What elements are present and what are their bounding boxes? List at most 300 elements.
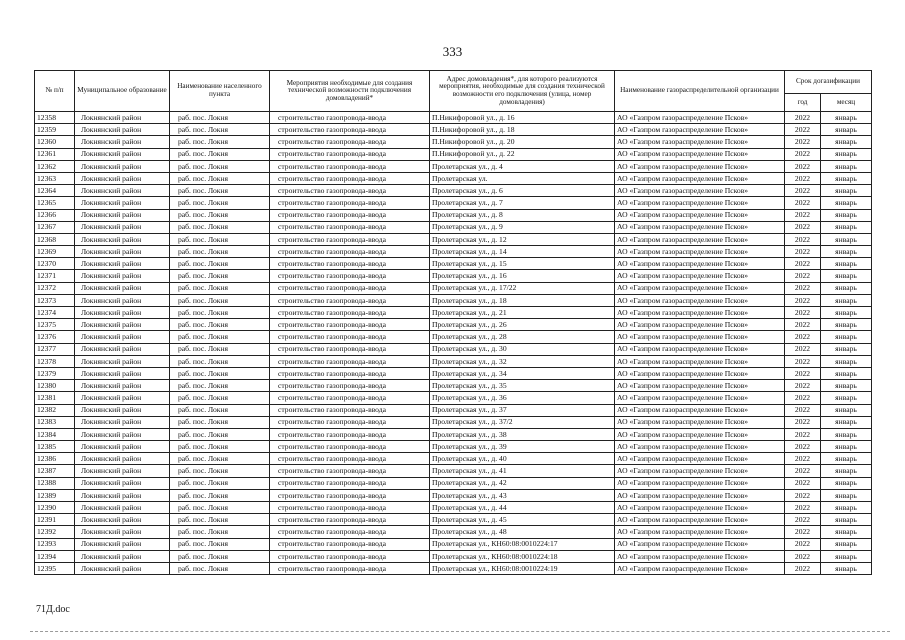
cell-year: 2022	[785, 465, 821, 477]
cell-activity: строительство газопровода-ввода	[270, 221, 430, 233]
cell-organization: АО «Газпром газораспределение Псков»	[615, 380, 785, 392]
table-row	[35, 392, 872, 404]
cell-num: 12358	[35, 112, 75, 124]
cell-settlement: раб. пос. Локня	[170, 294, 270, 306]
cell-year: 2022	[785, 282, 821, 294]
cell-month: январь	[821, 124, 872, 136]
cell-organization: АО «Газпром газораспределение Псков»	[615, 392, 785, 404]
table-row	[35, 124, 872, 136]
cell-num: 12374	[35, 307, 75, 319]
table-row	[35, 502, 872, 514]
cell-organization: АО «Газпром газораспределение Псков»	[615, 343, 785, 355]
cell-organization: АО «Газпром газораспределение Псков»	[615, 172, 785, 184]
cell-activity: строительство газопровода-ввода	[270, 526, 430, 538]
cell-year: 2022	[785, 294, 821, 306]
cell-municipality: Локнянский район	[75, 380, 170, 392]
cell-address: Пролетарская ул., д. 45	[430, 514, 615, 526]
cell-month: январь	[821, 550, 872, 562]
table-row	[35, 221, 872, 233]
table-row	[35, 428, 872, 440]
table-row	[35, 185, 872, 197]
table-row	[35, 514, 872, 526]
cell-municipality: Локнянский район	[75, 124, 170, 136]
cell-address: Пролетарская ул., д. 39	[430, 441, 615, 453]
cell-month: январь	[821, 307, 872, 319]
cell-num: 12394	[35, 550, 75, 562]
cell-municipality: Локнянский район	[75, 172, 170, 184]
cell-year: 2022	[785, 319, 821, 331]
cell-year: 2022	[785, 307, 821, 319]
cell-month: январь	[821, 282, 872, 294]
table-row	[35, 112, 872, 124]
cell-num: 12370	[35, 258, 75, 270]
table-row	[35, 380, 872, 392]
table-row	[35, 562, 872, 574]
cell-address: Пролетарская ул., д. 44	[430, 502, 615, 514]
cell-municipality: Локнянский район	[75, 428, 170, 440]
cell-activity: строительство газопровода-ввода	[270, 404, 430, 416]
cell-num: 12381	[35, 392, 75, 404]
cell-settlement: раб. пос. Локня	[170, 172, 270, 184]
cell-year: 2022	[785, 489, 821, 501]
cell-settlement: раб. пос. Локня	[170, 160, 270, 172]
cell-address: Пролетарская ул., д. 37	[430, 404, 615, 416]
cell-municipality: Локнянский район	[75, 319, 170, 331]
header-address: Адрес домовладения*, для которого реализуются мероприятия, необходимые для создания технической возможности его подключения (улица, номер домовладения)	[430, 71, 615, 112]
cell-settlement: раб. пос. Локня	[170, 124, 270, 136]
cell-month: январь	[821, 538, 872, 550]
cell-year: 2022	[785, 441, 821, 453]
cell-settlement: раб. пос. Локня	[170, 355, 270, 367]
cell-municipality: Локнянский район	[75, 197, 170, 209]
cell-activity: строительство газопровода-ввода	[270, 502, 430, 514]
cell-activity: строительство газопровода-ввода	[270, 562, 430, 574]
file-label: 71Д.doc	[36, 604, 70, 615]
cell-activity: строительство газопровода-ввода	[270, 453, 430, 465]
cell-activity: строительство газопровода-ввода	[270, 331, 430, 343]
table-row	[35, 331, 872, 343]
cell-month: январь	[821, 319, 872, 331]
cell-activity: строительство газопровода-ввода	[270, 465, 430, 477]
cell-year: 2022	[785, 380, 821, 392]
cell-year: 2022	[785, 160, 821, 172]
cell-address: Пролетарская ул., д. 7	[430, 197, 615, 209]
cell-num: 12388	[35, 477, 75, 489]
cell-municipality: Локнянский район	[75, 209, 170, 221]
cell-organization: АО «Газпром газораспределение Псков»	[615, 282, 785, 294]
cell-activity: строительство газопровода-ввода	[270, 209, 430, 221]
cell-organization: АО «Газпром газораспределение Псков»	[615, 197, 785, 209]
table-row	[35, 294, 872, 306]
cell-num: 12385	[35, 441, 75, 453]
cell-activity: строительство газопровода-ввода	[270, 294, 430, 306]
cell-year: 2022	[785, 124, 821, 136]
table-row	[35, 416, 872, 428]
cell-num: 12369	[35, 246, 75, 258]
cell-organization: АО «Газпром газораспределение Псков»	[615, 428, 785, 440]
cell-address: Пролетарская ул., д. 12	[430, 233, 615, 245]
cell-month: январь	[821, 148, 872, 160]
header-deadline: Срок догазификации	[785, 71, 872, 94]
cell-municipality: Локнянский район	[75, 416, 170, 428]
table-row	[35, 258, 872, 270]
table-row	[35, 477, 872, 489]
cell-year: 2022	[785, 258, 821, 270]
cell-month: январь	[821, 112, 872, 124]
header-organization: Наименование газораспределительной организации	[615, 71, 785, 112]
cell-settlement: раб. пос. Локня	[170, 319, 270, 331]
cell-municipality: Локнянский район	[75, 441, 170, 453]
header-activity: Мероприятия необходимые для создания технической возможности подключения домовладений*	[270, 71, 430, 112]
cell-settlement: раб. пос. Локня	[170, 185, 270, 197]
cell-organization: АО «Газпром газораспределение Псков»	[615, 514, 785, 526]
cell-activity: строительство газопровода-ввода	[270, 246, 430, 258]
cell-address: Пролетарская ул., д. 41	[430, 465, 615, 477]
header-year: год	[785, 94, 821, 112]
cell-municipality: Локнянский район	[75, 282, 170, 294]
cell-month: январь	[821, 343, 872, 355]
table-row	[35, 319, 872, 331]
cell-settlement: раб. пос. Локня	[170, 441, 270, 453]
cell-num: 12391	[35, 514, 75, 526]
cell-municipality: Локнянский район	[75, 258, 170, 270]
cell-address: Пролетарская ул., д. 36	[430, 392, 615, 404]
cell-num: 12386	[35, 453, 75, 465]
cell-month: январь	[821, 270, 872, 282]
cell-year: 2022	[785, 538, 821, 550]
cell-address: Пролетарская ул., д. 14	[430, 246, 615, 258]
cell-settlement: раб. пос. Локня	[170, 538, 270, 550]
cell-year: 2022	[785, 148, 821, 160]
cell-settlement: раб. пос. Локня	[170, 404, 270, 416]
cell-activity: строительство газопровода-ввода	[270, 160, 430, 172]
cell-activity: строительство газопровода-ввода	[270, 392, 430, 404]
cell-year: 2022	[785, 136, 821, 148]
cell-activity: строительство газопровода-ввода	[270, 258, 430, 270]
cell-month: январь	[821, 392, 872, 404]
cell-num: 12371	[35, 270, 75, 282]
cell-month: январь	[821, 428, 872, 440]
table-row	[35, 209, 872, 221]
cell-municipality: Локнянский район	[75, 148, 170, 160]
cell-year: 2022	[785, 526, 821, 538]
cell-organization: АО «Газпром газораспределение Псков»	[615, 112, 785, 124]
cell-organization: АО «Газпром газораспределение Псков»	[615, 550, 785, 562]
cell-organization: АО «Газпром газораспределение Псков»	[615, 185, 785, 197]
cell-year: 2022	[785, 416, 821, 428]
cell-year: 2022	[785, 233, 821, 245]
cell-year: 2022	[785, 270, 821, 282]
cell-settlement: раб. пос. Локня	[170, 307, 270, 319]
cell-month: январь	[821, 197, 872, 209]
table-row	[35, 355, 872, 367]
cell-settlement: раб. пос. Локня	[170, 550, 270, 562]
cell-municipality: Локнянский район	[75, 526, 170, 538]
cell-num: 12384	[35, 428, 75, 440]
table-row	[35, 465, 872, 477]
cell-year: 2022	[785, 453, 821, 465]
header-month: месяц	[821, 94, 872, 112]
cell-month: январь	[821, 477, 872, 489]
gasification-table	[34, 70, 872, 575]
cell-month: январь	[821, 258, 872, 270]
cell-municipality: Локнянский район	[75, 185, 170, 197]
cell-num: 12380	[35, 380, 75, 392]
cell-month: январь	[821, 489, 872, 501]
cell-address: П.Никифоровой ул., д. 18	[430, 124, 615, 136]
cell-organization: АО «Газпром газораспределение Псков»	[615, 307, 785, 319]
cell-activity: строительство газопровода-ввода	[270, 355, 430, 367]
cell-activity: строительство газопровода-ввода	[270, 538, 430, 550]
table-row	[35, 489, 872, 501]
cell-num: 12390	[35, 502, 75, 514]
cell-num: 12392	[35, 526, 75, 538]
cell-address: П.Никифоровой ул., д. 16	[430, 112, 615, 124]
cell-year: 2022	[785, 355, 821, 367]
cell-month: январь	[821, 465, 872, 477]
table-row	[35, 148, 872, 160]
cell-municipality: Локнянский район	[75, 221, 170, 233]
cell-municipality: Локнянский район	[75, 489, 170, 501]
cell-num: 12359	[35, 124, 75, 136]
table-row	[35, 282, 872, 294]
cell-settlement: раб. пос. Локня	[170, 477, 270, 489]
cell-activity: строительство газопровода-ввода	[270, 428, 430, 440]
cell-month: январь	[821, 526, 872, 538]
cell-num: 12395	[35, 562, 75, 574]
cell-address: Пролетарская ул., д. 30	[430, 343, 615, 355]
cell-num: 12377	[35, 343, 75, 355]
cell-num: 12378	[35, 355, 75, 367]
cell-address: Пролетарская ул.	[430, 172, 615, 184]
cell-address: П.Никифоровой ул., д. 22	[430, 148, 615, 160]
cell-settlement: раб. пос. Локня	[170, 221, 270, 233]
table-row	[35, 343, 872, 355]
cell-activity: строительство газопровода-ввода	[270, 514, 430, 526]
cell-settlement: раб. пос. Локня	[170, 428, 270, 440]
cell-num: 12372	[35, 282, 75, 294]
page-number: 333	[442, 44, 463, 59]
cell-organization: АО «Газпром газораспределение Псков»	[615, 209, 785, 221]
cell-address: Пролетарская ул., КН60:08:0010224:18	[430, 550, 615, 562]
cell-address: Пролетарская ул., д. 8	[430, 209, 615, 221]
cell-address: Пролетарская ул., д. 6	[430, 185, 615, 197]
cell-num: 12366	[35, 209, 75, 221]
cell-year: 2022	[785, 331, 821, 343]
cell-year: 2022	[785, 197, 821, 209]
table-row	[35, 160, 872, 172]
cell-activity: строительство газопровода-ввода	[270, 477, 430, 489]
cell-activity: строительство газопровода-ввода	[270, 124, 430, 136]
cell-activity: строительство газопровода-ввода	[270, 416, 430, 428]
cell-year: 2022	[785, 562, 821, 574]
cell-organization: АО «Газпром газораспределение Псков»	[615, 233, 785, 245]
cell-month: январь	[821, 404, 872, 416]
cell-month: январь	[821, 514, 872, 526]
cell-year: 2022	[785, 185, 821, 197]
cell-organization: АО «Газпром газораспределение Псков»	[615, 441, 785, 453]
cell-municipality: Локнянский район	[75, 160, 170, 172]
cell-settlement: раб. пос. Локня	[170, 282, 270, 294]
cell-year: 2022	[785, 392, 821, 404]
cell-activity: строительство газопровода-ввода	[270, 197, 430, 209]
cell-num: 12367	[35, 221, 75, 233]
cell-settlement: раб. пос. Локня	[170, 136, 270, 148]
scan-edge-artifact	[30, 631, 890, 633]
cell-settlement: раб. пос. Локня	[170, 233, 270, 245]
table-row	[35, 538, 872, 550]
cell-year: 2022	[785, 246, 821, 258]
cell-activity: строительство газопровода-ввода	[270, 380, 430, 392]
cell-municipality: Локнянский район	[75, 331, 170, 343]
cell-municipality: Локнянский район	[75, 294, 170, 306]
cell-activity: строительство газопровода-ввода	[270, 343, 430, 355]
cell-activity: строительство газопровода-ввода	[270, 233, 430, 245]
cell-organization: АО «Газпром газораспределение Псков»	[615, 562, 785, 574]
cell-address: Пролетарская ул., д. 9	[430, 221, 615, 233]
cell-settlement: раб. пос. Локня	[170, 270, 270, 282]
table-row	[35, 550, 872, 562]
cell-month: январь	[821, 441, 872, 453]
cell-num: 12387	[35, 465, 75, 477]
cell-month: январь	[821, 294, 872, 306]
cell-month: январь	[821, 221, 872, 233]
header-settlement: Наименование населенного пункта	[170, 71, 270, 112]
cell-year: 2022	[785, 112, 821, 124]
cell-year: 2022	[785, 209, 821, 221]
cell-organization: АО «Газпром газораспределение Псков»	[615, 526, 785, 538]
cell-address: Пролетарская ул., д. 37/2	[430, 416, 615, 428]
cell-settlement: раб. пос. Локня	[170, 209, 270, 221]
cell-address: Пролетарская ул., д. 48	[430, 526, 615, 538]
cell-organization: АО «Газпром газораспределение Псков»	[615, 331, 785, 343]
cell-num: 12361	[35, 148, 75, 160]
cell-activity: строительство газопровода-ввода	[270, 550, 430, 562]
cell-organization: АО «Газпром газораспределение Псков»	[615, 148, 785, 160]
cell-year: 2022	[785, 404, 821, 416]
cell-organization: АО «Газпром газораспределение Псков»	[615, 124, 785, 136]
cell-organization: АО «Газпром газораспределение Псков»	[615, 502, 785, 514]
cell-month: январь	[821, 233, 872, 245]
cell-municipality: Локнянский район	[75, 355, 170, 367]
cell-municipality: Локнянский район	[75, 404, 170, 416]
cell-month: январь	[821, 136, 872, 148]
cell-settlement: раб. пос. Локня	[170, 416, 270, 428]
cell-month: январь	[821, 160, 872, 172]
cell-num: 12379	[35, 367, 75, 379]
cell-year: 2022	[785, 221, 821, 233]
cell-address: Пролетарская ул., д. 38	[430, 428, 615, 440]
cell-settlement: раб. пос. Локня	[170, 112, 270, 124]
cell-settlement: раб. пос. Локня	[170, 258, 270, 270]
table-row	[35, 270, 872, 282]
cell-settlement: раб. пос. Локня	[170, 148, 270, 160]
cell-organization: АО «Газпром газораспределение Псков»	[615, 416, 785, 428]
cell-month: январь	[821, 355, 872, 367]
cell-organization: АО «Газпром газораспределение Псков»	[615, 246, 785, 258]
cell-year: 2022	[785, 514, 821, 526]
cell-year: 2022	[785, 172, 821, 184]
table-row	[35, 367, 872, 379]
cell-year: 2022	[785, 477, 821, 489]
table-row	[35, 404, 872, 416]
cell-num: 12376	[35, 331, 75, 343]
cell-activity: строительство газопровода-ввода	[270, 148, 430, 160]
cell-year: 2022	[785, 428, 821, 440]
cell-num: 12360	[35, 136, 75, 148]
cell-municipality: Локнянский район	[75, 477, 170, 489]
cell-address: Пролетарская ул., д. 4	[430, 160, 615, 172]
table-row	[35, 233, 872, 245]
cell-month: январь	[821, 172, 872, 184]
cell-municipality: Локнянский район	[75, 538, 170, 550]
cell-organization: АО «Газпром газораспределение Псков»	[615, 258, 785, 270]
cell-address: Пролетарская ул., д. 34	[430, 367, 615, 379]
cell-municipality: Локнянский район	[75, 514, 170, 526]
cell-settlement: раб. пос. Локня	[170, 246, 270, 258]
cell-activity: строительство газопровода-ввода	[270, 489, 430, 501]
cell-month: январь	[821, 453, 872, 465]
cell-num: 12389	[35, 489, 75, 501]
cell-organization: АО «Газпром газораспределение Псков»	[615, 160, 785, 172]
cell-address: Пролетарская ул., КН60:08:0010224:19	[430, 562, 615, 574]
cell-address: Пролетарская ул., д. 42	[430, 477, 615, 489]
cell-settlement: раб. пос. Локня	[170, 514, 270, 526]
cell-activity: строительство газопровода-ввода	[270, 185, 430, 197]
table-row	[35, 526, 872, 538]
header-municipality: Муниципальное образование	[75, 71, 170, 112]
table-row	[35, 172, 872, 184]
cell-organization: АО «Газпром газораспределение Псков»	[615, 404, 785, 416]
cell-num: 12383	[35, 416, 75, 428]
cell-municipality: Локнянский район	[75, 112, 170, 124]
cell-address: Пролетарская ул., д. 17/22	[430, 282, 615, 294]
cell-activity: строительство газопровода-ввода	[270, 270, 430, 282]
cell-year: 2022	[785, 343, 821, 355]
cell-month: январь	[821, 185, 872, 197]
cell-settlement: раб. пос. Локня	[170, 526, 270, 538]
table-row	[35, 307, 872, 319]
cell-address: Пролетарская ул., д. 15	[430, 258, 615, 270]
cell-month: январь	[821, 246, 872, 258]
cell-settlement: раб. пос. Локня	[170, 380, 270, 392]
cell-num: 12364	[35, 185, 75, 197]
table-row	[35, 246, 872, 258]
cell-organization: АО «Газпром газораспределение Псков»	[615, 136, 785, 148]
cell-address: Пролетарская ул., д. 21	[430, 307, 615, 319]
cell-settlement: раб. пос. Локня	[170, 465, 270, 477]
cell-municipality: Локнянский район	[75, 233, 170, 245]
cell-settlement: раб. пос. Локня	[170, 562, 270, 574]
cell-num: 12368	[35, 233, 75, 245]
cell-month: январь	[821, 331, 872, 343]
cell-settlement: раб. пос. Локня	[170, 392, 270, 404]
cell-num: 12382	[35, 404, 75, 416]
cell-activity: строительство газопровода-ввода	[270, 367, 430, 379]
cell-settlement: раб. пос. Локня	[170, 197, 270, 209]
cell-address: Пролетарская ул., д. 26	[430, 319, 615, 331]
table-row	[35, 136, 872, 148]
cell-municipality: Локнянский район	[75, 502, 170, 514]
table-row	[35, 197, 872, 209]
cell-municipality: Локнянский район	[75, 246, 170, 258]
cell-settlement: раб. пос. Локня	[170, 489, 270, 501]
cell-month: январь	[821, 367, 872, 379]
cell-num: 12373	[35, 294, 75, 306]
cell-settlement: раб. пос. Локня	[170, 367, 270, 379]
cell-address: Пролетарская ул., д. 16	[430, 270, 615, 282]
cell-organization: АО «Газпром газораспределение Псков»	[615, 538, 785, 550]
